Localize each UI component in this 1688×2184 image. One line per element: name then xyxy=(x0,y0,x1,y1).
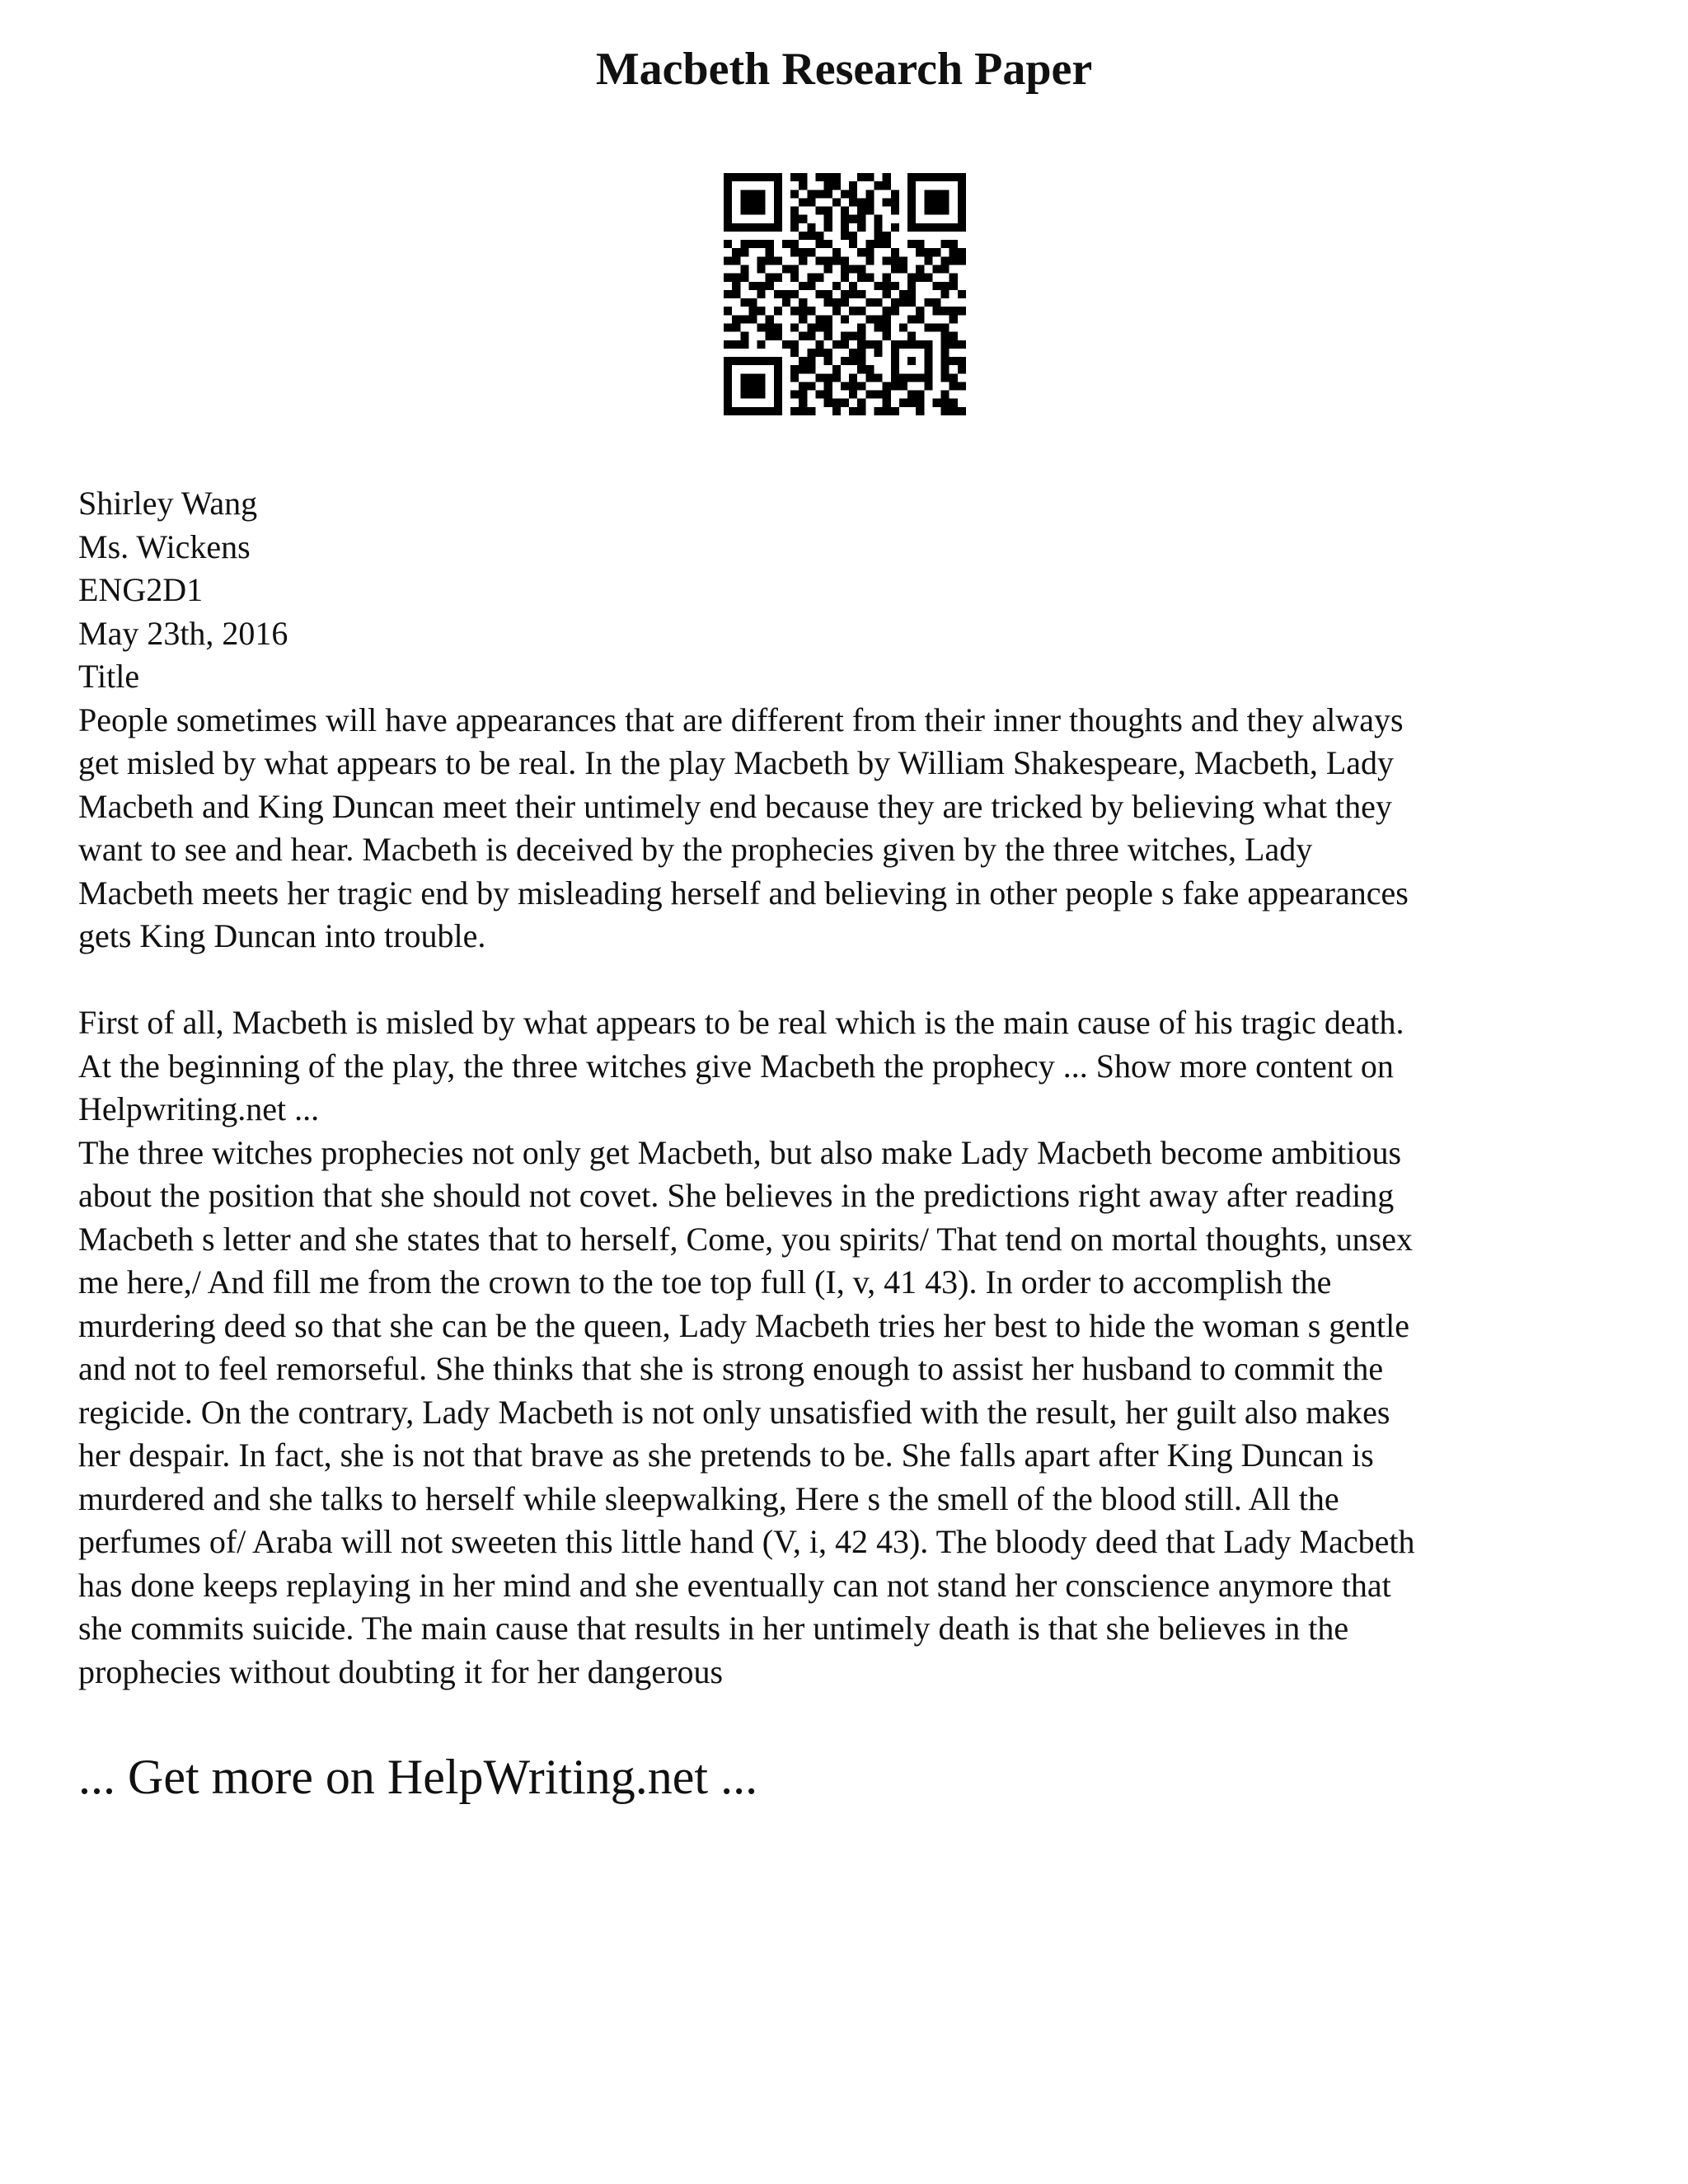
paragraph-spacer xyxy=(78,958,1620,1002)
author-name: Shirley Wang xyxy=(78,485,258,522)
paragraph-first-of-all xyxy=(78,1001,1620,1132)
qr-code-icon xyxy=(724,173,966,415)
paragraph-line: get misled by what appears to be real. In the play Macbeth by William Shakespeare, Macbeth, Lady xyxy=(78,744,1395,781)
paragraph-line: Helpwriting.net ... xyxy=(78,1090,320,1127)
paragraph-line: and not to feel remorseful. She thinks that she is strong enough to assist her husband to commit the xyxy=(78,1350,1384,1387)
teacher-name: Ms. Wickens xyxy=(78,527,251,565)
document-body xyxy=(78,482,1620,1694)
paragraph-line: Macbeth meets her tragic end by misleading herself and believing in other people s fake appearances xyxy=(78,874,1409,912)
paragraph-line: me here,/ And fill me from the crown to the toe top full (I, v, 41 43). In order to accomplish the xyxy=(78,1263,1332,1301)
paragraph-line: At the beginning of the play, the three witches give Macbeth the prophecy ... Show more content on xyxy=(78,1047,1394,1085)
paragraph-line: prophecies without doubting it for her dangerous xyxy=(78,1652,724,1690)
paragraph-line: want to see and hear. Macbeth is deceived by the prophecies given by the three witches, Lady xyxy=(78,831,1313,868)
paragraph-line: People sometimes will have appearances that are different from their inner thoughts and they always xyxy=(78,701,1404,738)
paragraph-line: regicide. On the contrary, Lady Macbeth is not only unsatisfied with the result, her guilt also makes xyxy=(78,1393,1390,1431)
page-title: Macbeth Research Paper xyxy=(595,44,1093,95)
author-block xyxy=(78,482,1620,699)
paragraph-line: murdering deed so that she can be the queen, Lady Macbeth tries her best to hide the woman s gentle xyxy=(78,1306,1410,1344)
paragraph-line: Macbeth s letter and she states that to herself, Come, you spirits/ That tend on mortal thoughts, unsex xyxy=(78,1220,1413,1258)
paragraph-intro xyxy=(78,699,1620,958)
paragraph-three-witches xyxy=(78,1132,1620,1694)
paragraph-line: First of all, Macbeth is misled by what appears to be real which is the main cause of his tragic death. xyxy=(78,1004,1404,1041)
paragraph-line: has done keeps replaying in her mind and she eventually can not stand her conscience anymore that xyxy=(78,1566,1391,1604)
paragraph-line: she commits suicide. The main cause that results in her untimely death is that she believes in the xyxy=(78,1610,1349,1647)
course-code: ENG2D1 xyxy=(78,571,204,608)
paragraph-line: her despair. In fact, she is not that brave as she pretends to be. She falls apart after King Duncan is xyxy=(78,1436,1374,1474)
paragraph-line: about the position that she should not covet. She believes in the predictions right away after reading xyxy=(78,1177,1395,1214)
paragraph-line: perfumes of/ Araba will not sweeten this little hand (V, i, 42 43). The bloody deed that Lady Macbeth xyxy=(78,1523,1415,1560)
title-label: Title xyxy=(78,658,140,695)
paragraph-line: Macbeth and King Duncan meet their untimely end because they are tricked by believing what they xyxy=(78,787,1392,825)
paragraph-line: The three witches prophecies not only get Macbeth, but also make Lady Macbeth become ambitious xyxy=(78,1133,1402,1171)
paper-date: May 23th, 2016 xyxy=(78,614,288,652)
get-more-link[interactable]: ... Get more on HelpWriting.net ... xyxy=(78,1750,758,1804)
paragraph-line: murdered and she talks to herself while sleepwalking, Here s the smell of the blood still. All the xyxy=(78,1479,1339,1517)
paragraph-line: gets King Duncan into trouble. xyxy=(78,917,486,954)
